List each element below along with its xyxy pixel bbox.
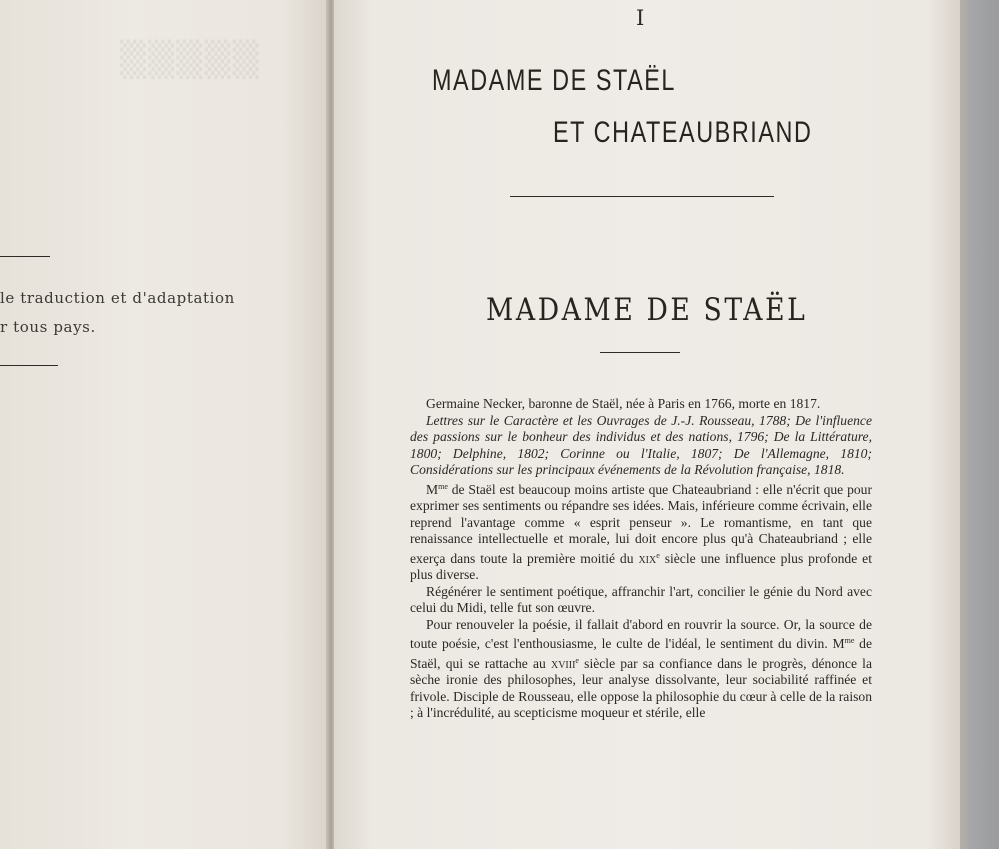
body-text: [410, 396, 872, 722]
paragraph-works: Lettres sur le Caractère et les Ouvrages de J.-J. Rousseau, 1788; De l'influence des passions sur le bonheur des individus et des nations, 1796; De la Littérature, 1800; Delphine, 1802; Corinne ou l'Italie, 1807; De l'Allemagne, 1810; Considérations sur les principaux événements de la Révolution française, 1818.: [410, 412, 872, 477]
chapter-title-line-2: ET CHATEAUBRIAND: [553, 116, 813, 149]
paragraph-dates: Germaine Necker, baronne de Staël, née à Paris en 1766, morte en 1817.: [426, 396, 821, 411]
left-bottom-rule: [0, 365, 58, 366]
bleed-through-shadow: ▒▒▒▒▒: [120, 40, 261, 80]
left-page: [0, 0, 330, 849]
section-title: MADAME DE STAËL: [486, 292, 808, 328]
chapter-rule: [510, 196, 774, 197]
rights-line-1: le traduction et d'adaptation: [0, 289, 235, 307]
section-rule: [600, 352, 680, 353]
left-top-rule: [0, 256, 50, 257]
paragraph-oeuvre: Régénérer le sentiment poétique, affranchir l'art, concilier le génie du Nord avec celui du Midi, telle fut son œuvre.: [410, 583, 872, 615]
rights-line-2: r tous pays.: [0, 318, 96, 336]
chapter-title-line-1: MADAME DE STAËL: [432, 64, 677, 97]
chapter-number: I: [636, 6, 645, 30]
paragraph-poesie: Pour renouveler la poésie, il fallait d'abord en rouvrir la source. Or, la source de toute poésie, c'est l'enthousiasme, le culte de l'idéal, le sentiment du divin. $M^{me}$ de Staël, qui se rattache au xviii$^e$ siècle par sa confiance dans le progrès, dénonce la sèche ironie des philosophes, leur analyse dissolvante, leur sociabilité raffinée et frivole. Disciple de Rousseau, elle oppose la philosophie du cœur à celle de la raison ; à l'incrédulité, au scepticisme moqueur et stérile, elle: [410, 616, 872, 720]
page-edges: [960, 0, 999, 849]
paragraph-artist: $M^{me}$ de Staël est beaucoup moins artiste que Chateaubriand : elle n'écrit que pour exprimer ses sentiments ou répandre ses idées. Mais, inférieure comme écrivain, elle reprend l'avantage comme « esprit penseur ». Le romantisme, en tant que renaissance intellectuelle et morale, lui doit encore plus qu'à Chateaubriand ; elle exerça dans toute la première moitié du xix$^e$ siècle une influence plus profonde et plus diverse.: [410, 481, 872, 582]
